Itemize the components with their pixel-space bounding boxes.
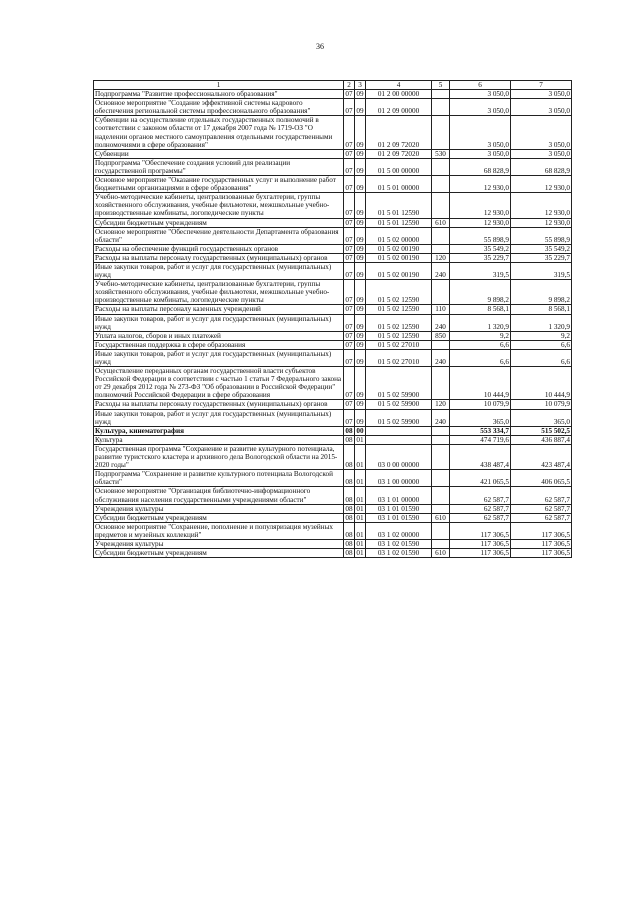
subsection-code-cell: 09 bbox=[356, 218, 364, 227]
table-row bbox=[94, 227, 572, 244]
expense-type-cell bbox=[432, 280, 450, 305]
amount-col6-cell: 12 930,0 bbox=[450, 176, 511, 193]
target-article-cell: 01 2 09 00000 bbox=[366, 99, 432, 116]
amount-col6-cell: 3 050,0 bbox=[450, 116, 511, 149]
row-name-cell: Учреждения культуры bbox=[94, 539, 344, 548]
amount-col7-cell: 365,0 bbox=[511, 409, 572, 426]
section-code-cell: 08 bbox=[345, 513, 353, 522]
table-row bbox=[94, 314, 572, 331]
amount-col7-cell: 35 549,2 bbox=[511, 244, 572, 253]
amount-col7-cell: 117 306,5 bbox=[511, 539, 572, 548]
amount-col6-cell: 6,6 bbox=[450, 349, 511, 366]
table-row bbox=[94, 176, 572, 193]
amount-col7-cell: 8 568,1 bbox=[511, 305, 572, 314]
row-name-cell: Подпрограмма "Обеспечение создания условий для реализации государственной программы" bbox=[94, 158, 344, 175]
amount-col6-cell: 474 719,6 bbox=[450, 435, 511, 444]
expense-type-cell: 610 bbox=[432, 218, 450, 227]
table-row bbox=[94, 435, 572, 444]
amount-col7-cell: 406 065,5 bbox=[511, 470, 572, 487]
amount-col6-cell: 68 828,9 bbox=[450, 158, 511, 175]
column-header: 5 bbox=[432, 81, 450, 90]
amount-col6-cell: 8 568,1 bbox=[450, 305, 511, 314]
section-code-cell: 07 bbox=[344, 99, 355, 116]
target-article-cell: 01 5 02 59900 bbox=[366, 409, 432, 426]
table-body bbox=[94, 90, 572, 558]
table-row bbox=[94, 367, 572, 400]
expense-type-cell: 850 bbox=[432, 331, 450, 340]
amount-col7-cell: 117 306,5 bbox=[511, 549, 572, 558]
amount-col7-cell: 1 320,9 bbox=[511, 314, 572, 331]
row-name-cell: Субвенции bbox=[94, 149, 344, 158]
target-article-cell: 03 1 02 01590 bbox=[366, 539, 432, 548]
target-article-cell: 01 5 02 59900 bbox=[366, 367, 432, 400]
table-row bbox=[94, 487, 572, 504]
section-code-cell: 08 bbox=[345, 426, 353, 435]
amount-col6-cell: 10 079,9 bbox=[450, 400, 511, 409]
amount-col7-cell: 35 229,7 bbox=[511, 253, 572, 262]
amount-col6-cell: 9 898,2 bbox=[450, 280, 511, 305]
amount-col6-cell: 55 898,9 bbox=[450, 227, 511, 244]
row-name-cell: Уплата налогов, сборов и иных платежей bbox=[94, 331, 344, 340]
subsection-code-cell: 01 bbox=[355, 444, 366, 469]
amount-col7-cell: 6,6 bbox=[511, 349, 572, 366]
amount-col7-cell: 9 898,2 bbox=[511, 280, 572, 305]
subsection-code-cell: 09 bbox=[355, 158, 366, 175]
expense-type-cell bbox=[432, 244, 450, 253]
table-row bbox=[94, 522, 572, 539]
amount-col7-cell: 117 306,5 bbox=[511, 522, 572, 539]
subsection-code-cell: 09 bbox=[355, 193, 366, 218]
table-row bbox=[94, 116, 572, 149]
table-row bbox=[94, 305, 572, 314]
amount-col7-cell: 12 930,0 bbox=[511, 176, 572, 193]
row-name-cell: Расходы на выплаты персоналу государственных (муниципальных) органов bbox=[94, 400, 344, 409]
table-row bbox=[94, 400, 572, 409]
column-header: 2 bbox=[344, 81, 355, 90]
amount-col6-cell: 553 334,7 bbox=[450, 426, 511, 435]
section-code-cell: 07 bbox=[344, 193, 355, 218]
subsection-code-cell: 01 bbox=[356, 435, 364, 444]
row-name-cell: Расходы на выплаты персоналу государственных (муниципальных) органов bbox=[94, 253, 344, 262]
subsection-code-cell: 09 bbox=[355, 280, 366, 305]
expense-type-cell: 120 bbox=[432, 400, 450, 409]
target-article-cell bbox=[366, 435, 432, 444]
amount-col7-cell: 3 050,0 bbox=[511, 149, 572, 158]
expense-type-cell bbox=[432, 116, 450, 149]
row-name-cell: Иные закупки товаров, работ и услуг для государственных (муниципальных) нужд bbox=[94, 262, 344, 279]
target-article-cell: 01 2 09 72020 bbox=[366, 116, 432, 149]
expense-type-cell bbox=[432, 435, 450, 444]
subsection-code-cell: 09 bbox=[355, 409, 366, 426]
column-header: 1 bbox=[94, 81, 344, 90]
amount-col7-cell: 10 079,9 bbox=[511, 400, 572, 409]
table-header-row bbox=[94, 81, 572, 90]
section-code-cell: 07 bbox=[344, 280, 355, 305]
amount-col6-cell: 10 444,9 bbox=[450, 367, 511, 400]
target-article-cell: 03 0 00 00000 bbox=[366, 444, 432, 469]
expense-type-cell bbox=[432, 340, 450, 349]
target-article-cell: 01 5 02 00190 bbox=[366, 262, 432, 279]
subsection-code-cell: 09 bbox=[355, 367, 366, 400]
table-row bbox=[94, 99, 572, 116]
amount-col7-cell: 3 050,0 bbox=[511, 90, 572, 99]
table-row bbox=[94, 426, 572, 435]
target-article-cell: 01 5 02 59900 bbox=[366, 400, 432, 409]
section-code-cell: 07 bbox=[345, 340, 353, 349]
row-name-cell: Культура, кинематография bbox=[94, 426, 344, 435]
target-article-cell: 01 5 02 12590 bbox=[366, 331, 432, 340]
expense-type-cell bbox=[432, 444, 450, 469]
expense-type-cell bbox=[432, 176, 450, 193]
row-name-cell: Иные закупки товаров, работ и услуг для государственных (муниципальных) нужд bbox=[94, 409, 344, 426]
subsection-code-cell: 09 bbox=[356, 90, 364, 99]
section-code-cell: 07 bbox=[344, 314, 355, 331]
table-row bbox=[94, 280, 572, 305]
subsection-code-cell: 09 bbox=[355, 176, 366, 193]
target-article-cell: 03 1 02 00000 bbox=[366, 522, 432, 539]
section-code-cell: 07 bbox=[345, 90, 353, 99]
row-name-cell: Государственная программа "Сохранение и развитие культурного потенциала, развитие туристского кластера и архивного дела Вологодской области на 2015-2020 годы" bbox=[94, 444, 344, 469]
subsection-code-cell: 01 bbox=[356, 504, 364, 513]
expense-type-cell: 610 bbox=[432, 549, 450, 558]
subsection-code-cell: 09 bbox=[356, 244, 364, 253]
amount-col6-cell: 9,2 bbox=[450, 331, 511, 340]
subsection-code-cell: 01 bbox=[356, 539, 364, 548]
section-code-cell: 08 bbox=[345, 549, 353, 558]
section-code-cell: 08 bbox=[344, 470, 355, 487]
amount-col6-cell: 3 050,0 bbox=[450, 99, 511, 116]
target-article-cell: 01 2 09 72020 bbox=[366, 149, 432, 158]
section-code-cell: 08 bbox=[345, 539, 353, 548]
amount-col6-cell: 117 306,5 bbox=[450, 522, 511, 539]
section-code-cell: 08 bbox=[344, 444, 355, 469]
subsection-code-cell: 09 bbox=[355, 349, 366, 366]
row-name-cell: Субсидии бюджетным учреждениям bbox=[94, 549, 344, 558]
row-name-cell: Основное мероприятие "Сохранение, пополнение и популяризация музейных предметов и музейных коллекций" bbox=[94, 522, 344, 539]
subsection-code-cell: 09 bbox=[356, 149, 364, 158]
subsection-code-cell: 00 bbox=[356, 426, 364, 435]
expense-type-cell bbox=[432, 99, 450, 116]
subsection-code-cell: 01 bbox=[355, 470, 366, 487]
amount-col7-cell: 3 050,0 bbox=[511, 99, 572, 116]
expense-type-cell bbox=[432, 470, 450, 487]
target-article-cell: 01 5 01 12590 bbox=[366, 193, 432, 218]
subsection-code-cell: 09 bbox=[355, 227, 366, 244]
target-article-cell: 01 5 02 00000 bbox=[366, 227, 432, 244]
target-article-cell: 03 1 01 00000 bbox=[366, 487, 432, 504]
table-row bbox=[94, 331, 572, 340]
amount-col7-cell: 68 828,9 bbox=[511, 158, 572, 175]
row-name-cell: Расходы на выплаты персоналу казенных учреждений bbox=[94, 305, 344, 314]
row-name-cell: Иные закупки товаров, работ и услуг для государственных (муниципальных) нужд bbox=[94, 314, 344, 331]
expense-type-cell bbox=[432, 539, 450, 548]
amount-col6-cell: 62 587,7 bbox=[450, 504, 511, 513]
amount-col7-cell: 12 930,0 bbox=[511, 193, 572, 218]
section-code-cell: 07 bbox=[344, 349, 355, 366]
table-row bbox=[94, 349, 572, 366]
row-name-cell: Основное мероприятие "Создание эффективной системы кадрового обеспечения региональной системы профессионального образования" bbox=[94, 99, 344, 116]
expense-type-cell: 240 bbox=[432, 349, 450, 366]
amount-col6-cell: 3 050,0 bbox=[450, 90, 511, 99]
section-code-cell: 07 bbox=[345, 218, 353, 227]
table-row bbox=[94, 504, 572, 513]
row-name-cell: Учебно-методические кабинеты, централизованные бухгалтерии, группы хозяйственного обслуживания, учебные фильмотеки, межшкольные учебно-производственные комбинаты, логопедические пункты bbox=[94, 193, 344, 218]
section-code-cell: 07 bbox=[344, 262, 355, 279]
section-code-cell: 07 bbox=[345, 400, 353, 409]
row-name-cell: Осуществление переданных органам государственной власти субъектов Российской Федерации в соответствии с частью 1 статьи 7 Федерального закона от 29 декабря 2012 года № 273-ФЗ "Об образовании в Российской Федерации" полномочий Российской Федерации в сфере образования bbox=[94, 367, 344, 400]
amount-col6-cell: 421 065,5 bbox=[450, 470, 511, 487]
row-name-cell: Подпрограмма "Сохранение и развитие культурного потенциала Вологодской области" bbox=[94, 470, 344, 487]
amount-col7-cell: 319,5 bbox=[511, 262, 572, 279]
amount-col6-cell: 365,0 bbox=[450, 409, 511, 426]
row-name-cell: Расходы на обеспечение функций государственных органов bbox=[94, 244, 344, 253]
expense-type-cell bbox=[432, 504, 450, 513]
row-name-cell: Основное мероприятие "Оказание государственных услуг и выполнение работ бюджетными организациями в сфере образования" bbox=[94, 176, 344, 193]
expense-type-cell bbox=[432, 522, 450, 539]
target-article-cell: 01 5 02 00190 bbox=[366, 253, 432, 262]
target-article-cell: 01 5 02 12590 bbox=[366, 305, 432, 314]
table-row bbox=[94, 409, 572, 426]
amount-col7-cell: 62 587,7 bbox=[511, 513, 572, 522]
table-row bbox=[94, 470, 572, 487]
row-name-cell: Государственная поддержка в сфере образования bbox=[94, 340, 344, 349]
subsection-code-cell: 01 bbox=[356, 513, 364, 522]
section-code-cell: 08 bbox=[344, 522, 355, 539]
row-name-cell: Субсидии бюджетным учреждениям bbox=[94, 218, 344, 227]
target-article-cell: 01 2 00 00000 bbox=[366, 90, 432, 99]
target-article-cell: 01 5 02 12590 bbox=[366, 280, 432, 305]
expense-type-cell bbox=[432, 227, 450, 244]
amount-col6-cell: 117 306,5 bbox=[450, 539, 511, 548]
amount-col7-cell: 515 502,5 bbox=[511, 426, 572, 435]
amount-col6-cell: 319,5 bbox=[450, 262, 511, 279]
subsection-code-cell: 09 bbox=[356, 400, 364, 409]
expense-type-cell bbox=[432, 426, 450, 435]
amount-col6-cell: 35 549,2 bbox=[450, 244, 511, 253]
section-code-cell: 07 bbox=[345, 244, 353, 253]
page-number: 36 bbox=[316, 42, 324, 51]
target-article-cell bbox=[366, 426, 432, 435]
amount-col7-cell: 55 898,9 bbox=[511, 227, 572, 244]
subsection-code-cell: 01 bbox=[355, 487, 366, 504]
amount-col6-cell: 62 587,7 bbox=[450, 487, 511, 504]
amount-col7-cell: 9,2 bbox=[511, 331, 572, 340]
target-article-cell: 01 5 02 12590 bbox=[366, 314, 432, 331]
section-code-cell: 07 bbox=[345, 253, 353, 262]
table-row bbox=[94, 218, 572, 227]
subsection-code-cell: 09 bbox=[356, 253, 364, 262]
table-row bbox=[94, 158, 572, 175]
amount-col7-cell: 62 587,7 bbox=[511, 504, 572, 513]
budget-table bbox=[93, 80, 572, 558]
expense-type-cell bbox=[432, 90, 450, 99]
row-name-cell: Культура bbox=[94, 435, 344, 444]
target-article-cell: 01 5 02 27010 bbox=[366, 340, 432, 349]
section-code-cell: 07 bbox=[344, 367, 355, 400]
target-article-cell: 01 5 02 27010 bbox=[366, 349, 432, 366]
expense-type-cell: 240 bbox=[432, 262, 450, 279]
subsection-code-cell: 09 bbox=[356, 305, 364, 314]
amount-col6-cell: 438 487,4 bbox=[450, 444, 511, 469]
expense-type-cell bbox=[432, 487, 450, 504]
subsection-code-cell: 01 bbox=[355, 522, 366, 539]
subsection-code-cell: 09 bbox=[355, 314, 366, 331]
subsection-code-cell: 09 bbox=[356, 340, 364, 349]
target-article-cell: 01 5 00 00000 bbox=[366, 158, 432, 175]
amount-col7-cell: 6,6 bbox=[511, 340, 572, 349]
subsection-code-cell: 01 bbox=[356, 549, 364, 558]
table-row bbox=[94, 90, 572, 99]
amount-col7-cell: 423 487,4 bbox=[511, 444, 572, 469]
section-code-cell: 07 bbox=[344, 409, 355, 426]
table-row bbox=[94, 549, 572, 558]
target-article-cell: 03 1 00 00000 bbox=[366, 470, 432, 487]
section-code-cell: 07 bbox=[345, 305, 353, 314]
column-header: 3 bbox=[355, 81, 366, 90]
table-row bbox=[94, 244, 572, 253]
amount-col6-cell: 12 930,0 bbox=[450, 193, 511, 218]
expense-type-cell bbox=[432, 158, 450, 175]
column-header: 7 bbox=[511, 81, 572, 90]
amount-col6-cell: 3 050,0 bbox=[450, 149, 511, 158]
amount-col6-cell: 12 930,0 bbox=[450, 218, 511, 227]
expense-type-cell bbox=[432, 193, 450, 218]
row-name-cell: Подпрограмма "Развитие профессионального образования" bbox=[94, 90, 344, 99]
expense-type-cell: 110 bbox=[432, 305, 450, 314]
amount-col6-cell: 6,6 bbox=[450, 340, 511, 349]
row-name-cell: Основное мероприятие "Обеспечение деятельности Департамента образования области" bbox=[94, 227, 344, 244]
amount-col6-cell: 62 587,7 bbox=[450, 513, 511, 522]
amount-col7-cell: 10 444,9 bbox=[511, 367, 572, 400]
amount-col6-cell: 117 306,5 bbox=[450, 549, 511, 558]
amount-col6-cell: 1 320,9 bbox=[450, 314, 511, 331]
target-article-cell: 03 1 01 01590 bbox=[366, 504, 432, 513]
table-row bbox=[94, 149, 572, 158]
target-article-cell: 01 5 02 00190 bbox=[366, 244, 432, 253]
expense-type-cell bbox=[432, 367, 450, 400]
expense-type-cell: 610 bbox=[432, 513, 450, 522]
subsection-code-cell: 09 bbox=[355, 262, 366, 279]
subsection-code-cell: 09 bbox=[355, 116, 366, 149]
table-row bbox=[94, 340, 572, 349]
table-row bbox=[94, 513, 572, 522]
table-row bbox=[94, 444, 572, 469]
amount-col6-cell: 35 229,7 bbox=[450, 253, 511, 262]
target-article-cell: 01 5 01 12590 bbox=[366, 218, 432, 227]
amount-col7-cell: 12 930,0 bbox=[511, 218, 572, 227]
section-code-cell: 07 bbox=[344, 116, 355, 149]
expense-type-cell: 120 bbox=[432, 253, 450, 262]
section-code-cell: 08 bbox=[345, 504, 353, 513]
amount-col7-cell: 3 050,0 bbox=[511, 116, 572, 149]
column-header: 4 bbox=[366, 81, 432, 90]
table-row bbox=[94, 253, 572, 262]
column-header: 6 bbox=[450, 81, 511, 90]
amount-col7-cell: 436 887,4 bbox=[511, 435, 572, 444]
expense-type-cell: 240 bbox=[432, 409, 450, 426]
target-article-cell: 03 1 01 01590 bbox=[366, 513, 432, 522]
section-code-cell: 07 bbox=[344, 176, 355, 193]
amount-col7-cell: 62 587,7 bbox=[511, 487, 572, 504]
expense-type-cell: 240 bbox=[432, 314, 450, 331]
row-name-cell: Субсидии бюджетным учреждениям bbox=[94, 513, 344, 522]
subsection-code-cell: 09 bbox=[356, 331, 364, 340]
target-article-cell: 03 1 02 01590 bbox=[366, 549, 432, 558]
section-code-cell: 08 bbox=[344, 487, 355, 504]
section-code-cell: 08 bbox=[345, 435, 353, 444]
section-code-cell: 07 bbox=[344, 227, 355, 244]
section-code-cell: 07 bbox=[345, 331, 353, 340]
table-row bbox=[94, 539, 572, 548]
row-name-cell: Учебно-методические кабинеты, централизованные бухгалтерии, группы хозяйственного обслуживания, учебные фильмотеки, межшкольные учебно-производственные комбинаты, логопедические пункты bbox=[94, 280, 344, 305]
row-name-cell: Учреждения культуры bbox=[94, 504, 344, 513]
row-name-cell: Основное мероприятие "Организация библиотечно-информационного обслуживания населения государственными учреждениями области" bbox=[94, 487, 344, 504]
row-name-cell: Иные закупки товаров, работ и услуг для государственных (муниципальных) нужд bbox=[94, 349, 344, 366]
subsection-code-cell: 09 bbox=[355, 99, 366, 116]
section-code-cell: 07 bbox=[344, 158, 355, 175]
section-code-cell: 07 bbox=[345, 149, 353, 158]
table-row bbox=[94, 193, 572, 218]
row-name-cell: Субвенции на осуществление отдельных государственных полномочий в соответствии с законом области от 17 декабря 2007 года № 1719-ОЗ "О наделении органов местного самоуправления отдельными государственными полномочиями в сфере образования" bbox=[94, 116, 344, 149]
target-article-cell: 01 5 01 00000 bbox=[366, 176, 432, 193]
expense-type-cell: 530 bbox=[432, 149, 450, 158]
table-row bbox=[94, 262, 572, 279]
